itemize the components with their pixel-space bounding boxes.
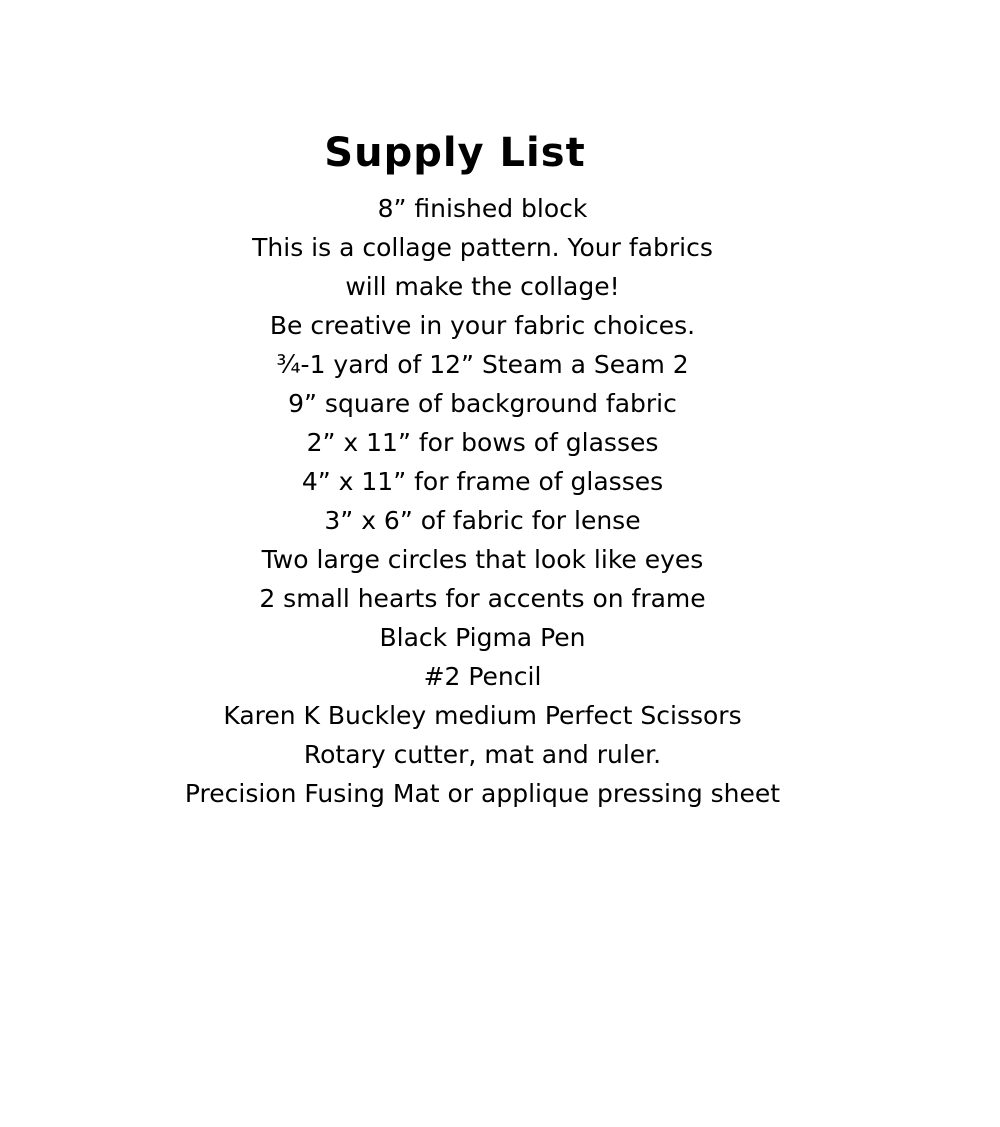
supply-item: Precision Fusing Mat or applique pressing sheet	[184, 779, 781, 808]
supply-item: Be creative in your fabric choices.	[269, 311, 696, 340]
supply-item: 8” finished block	[377, 194, 588, 223]
supply-item: ¾-1 yard of 12” Steam a Seam 2	[276, 350, 689, 379]
supply-item: 9” square of background fabric	[288, 389, 677, 418]
page-title: Supply List	[324, 129, 586, 176]
supply-item: will make the collage!	[345, 272, 620, 301]
supply-item: This is a collage pattern. Your fabrics	[252, 233, 713, 262]
supply-item: 3” x 6” of fabric for lense	[324, 506, 641, 535]
supply-item: Karen K Buckley medium Perfect Scissors	[223, 701, 742, 730]
supply-item: Rotary cutter, mat and ruler.	[303, 740, 662, 769]
supply-item: Black Pigma Pen	[379, 623, 586, 652]
supply-list	[0, 189, 965, 813]
supply-item: Two large circles that look like eyes	[261, 545, 704, 574]
supply-item: #2 Pencil	[423, 662, 542, 691]
supply-item: 2 small hearts for accents on frame	[259, 584, 706, 613]
supply-item: 4” x 11” for frame of glasses	[301, 467, 664, 496]
supply-item: 2” x 11” for bows of glasses	[306, 428, 659, 457]
